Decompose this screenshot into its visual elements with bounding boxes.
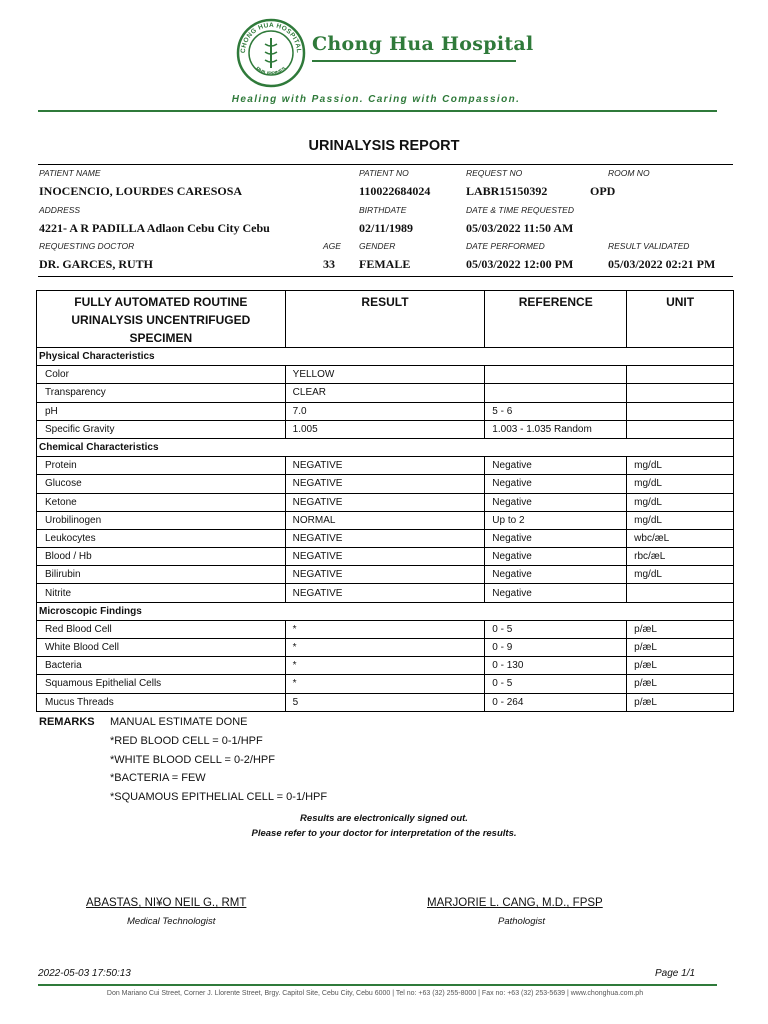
reference-cell: 5 - 6 bbox=[485, 402, 627, 420]
section-header: Chemical Characteristics bbox=[37, 438, 734, 456]
result-cell: YELLOW bbox=[285, 366, 485, 384]
brand-underline bbox=[312, 60, 516, 62]
reference-cell: Negative bbox=[485, 457, 627, 475]
unit-cell bbox=[627, 384, 734, 402]
section-header: Physical Characteristics bbox=[37, 348, 734, 366]
result-cell: NEGATIVE bbox=[285, 584, 485, 602]
unit-column-header: UNIT bbox=[627, 291, 734, 348]
parameter-cell: Nitrite bbox=[37, 584, 286, 602]
reference-cell bbox=[485, 384, 627, 402]
unit-cell: mg/dL bbox=[627, 566, 734, 584]
unit-cell bbox=[627, 402, 734, 420]
reference-cell: 0 - 5 bbox=[485, 675, 627, 693]
result-cell: NEGATIVE bbox=[285, 493, 485, 511]
table-header-row bbox=[37, 291, 734, 348]
section-row bbox=[37, 438, 734, 456]
unit-cell bbox=[627, 584, 734, 602]
table-row bbox=[37, 584, 734, 602]
result-cell: NEGATIVE bbox=[285, 529, 485, 547]
parameter-cell: Mucus Threads bbox=[37, 693, 286, 711]
pathologist-name: MARJORIE L. CANG, M.D., FPSP bbox=[427, 897, 603, 909]
address: 4221- A R PADILLA Adlaon Cebu City Cebu bbox=[39, 221, 270, 235]
doctor-interpretation-note: Please refer to your doctor for interpretation of the results. bbox=[251, 828, 517, 839]
result-cell: NEGATIVE bbox=[285, 457, 485, 475]
medtech-name: ABASTAS, NI¥O NEIL G., RMT bbox=[86, 897, 247, 909]
reference-cell: Negative bbox=[485, 529, 627, 547]
table-row bbox=[37, 693, 734, 711]
age: 33 bbox=[323, 257, 335, 271]
parameter-cell: White Blood Cell bbox=[37, 639, 286, 657]
remarks-label: REMARKS bbox=[39, 716, 95, 728]
result-cell: * bbox=[285, 639, 485, 657]
section-row bbox=[37, 348, 734, 366]
result-cell: CLEAR bbox=[285, 384, 485, 402]
reference-cell: Up to 2 bbox=[485, 511, 627, 529]
pathologist-title: Pathologist bbox=[498, 916, 546, 927]
remark-line: *SQUAMOUS EPITHELIAL CELL = 0-1/HPF bbox=[110, 791, 328, 803]
unit-cell: wbc/æL bbox=[627, 529, 734, 547]
seal-text-bottom: PHILIPPINES bbox=[254, 66, 288, 78]
parameter-cell: Transparency bbox=[37, 384, 286, 402]
unit-cell: mg/dL bbox=[627, 511, 734, 529]
reference-cell: Negative bbox=[485, 584, 627, 602]
birthdate-label: BIRTHDATE bbox=[359, 205, 407, 215]
print-timestamp: 2022-05-03 17:50:13 bbox=[38, 968, 131, 979]
patient-name-label: PATIENT NAME bbox=[39, 168, 101, 178]
reference-column-header: REFERENCE bbox=[485, 291, 627, 348]
parameter-cell: Glucose bbox=[37, 475, 286, 493]
section-header: Microscopic Findings bbox=[37, 602, 734, 620]
seal-text-top: CHONG HUA HOSPITAL bbox=[239, 21, 303, 54]
parameter-cell: Specific Gravity bbox=[37, 420, 286, 438]
parameter-cell: Bilirubin bbox=[37, 566, 286, 584]
patient-no-label: PATIENT NO bbox=[359, 168, 409, 178]
unit-cell bbox=[627, 366, 734, 384]
esign-note: Results are electronically signed out. bbox=[300, 813, 468, 824]
section-row bbox=[37, 602, 734, 620]
table-row bbox=[37, 548, 734, 566]
medtech-title: Medical Technologist bbox=[127, 916, 216, 927]
request-no: LABR15150392 bbox=[466, 184, 548, 198]
gender-label: GENDER bbox=[359, 241, 396, 251]
unit-cell: p/æL bbox=[627, 675, 734, 693]
result-cell: 1.005 bbox=[285, 420, 485, 438]
table-row bbox=[37, 402, 734, 420]
header-divider bbox=[38, 110, 717, 112]
result-cell: 7.0 bbox=[285, 402, 485, 420]
parameter-cell: Red Blood Cell bbox=[37, 620, 286, 638]
patient-no: 110022684024 bbox=[359, 184, 431, 198]
date-requested-label: DATE & TIME REQUESTED bbox=[466, 205, 574, 215]
table-row bbox=[37, 384, 734, 402]
table-row bbox=[37, 457, 734, 475]
room-no: OPD bbox=[590, 184, 616, 198]
parameter-cell: Squamous Epithelial Cells bbox=[37, 675, 286, 693]
result-cell: NORMAL bbox=[285, 511, 485, 529]
reference-cell: Negative bbox=[485, 548, 627, 566]
page-number: Page 1/1 bbox=[655, 968, 696, 979]
parameter-cell: Protein bbox=[37, 457, 286, 475]
unit-cell: mg/dL bbox=[627, 475, 734, 493]
table-row bbox=[37, 639, 734, 657]
reference-cell: 1.003 - 1.035 Random bbox=[485, 420, 627, 438]
date-performed-label: DATE PERFORMED bbox=[466, 241, 545, 251]
address-label: ADDRESS bbox=[39, 205, 81, 215]
unit-cell: rbc/æL bbox=[627, 548, 734, 566]
parameter-cell: Color bbox=[37, 366, 286, 384]
reference-cell: Negative bbox=[485, 475, 627, 493]
table-row bbox=[37, 420, 734, 438]
result-cell: NEGATIVE bbox=[285, 548, 485, 566]
parameter-cell: Ketone bbox=[37, 493, 286, 511]
report-title: URINALYSIS REPORT bbox=[308, 138, 460, 154]
parameter-cell: Bacteria bbox=[37, 657, 286, 675]
unit-cell: p/æL bbox=[627, 657, 734, 675]
table-row bbox=[37, 566, 734, 584]
unit-cell: p/æL bbox=[627, 620, 734, 638]
date-performed: 05/03/2022 12:00 PM bbox=[466, 257, 574, 271]
result-cell: * bbox=[285, 675, 485, 693]
table-row bbox=[37, 529, 734, 547]
reference-cell: 0 - 9 bbox=[485, 639, 627, 657]
test-column-header: FULLY AUTOMATED ROUTINE URINALYSIS UNCENTRIFUGED SPECIMEN bbox=[37, 291, 286, 348]
result-validated-label: RESULT VALIDATED bbox=[608, 241, 690, 251]
table-row bbox=[37, 675, 734, 693]
result-validated: 05/03/2022 02:21 PM bbox=[608, 257, 716, 271]
hospital-name: Chong Hua Hospital bbox=[312, 33, 534, 55]
patient-name: INOCENCIO, LOURDES CARESOSA bbox=[39, 184, 243, 198]
reference-cell: 0 - 264 bbox=[485, 693, 627, 711]
result-column-header: RESULT bbox=[285, 291, 485, 348]
table-row bbox=[37, 620, 734, 638]
reference-cell: 0 - 5 bbox=[485, 620, 627, 638]
parameter-cell: Urobilinogen bbox=[37, 511, 286, 529]
requesting-doctor-label: REQUESTING DOCTOR bbox=[39, 241, 135, 251]
table-row bbox=[37, 511, 734, 529]
unit-cell: p/æL bbox=[627, 639, 734, 657]
parameter-cell: pH bbox=[37, 402, 286, 420]
age-label: AGE bbox=[323, 241, 341, 251]
room-no-label: ROOM NO bbox=[608, 168, 650, 178]
parameter-cell: Blood / Hb bbox=[37, 548, 286, 566]
results-body bbox=[37, 348, 734, 712]
result-cell: NEGATIVE bbox=[285, 566, 485, 584]
gender: FEMALE bbox=[359, 257, 411, 271]
footer-divider bbox=[38, 984, 717, 986]
result-cell: NEGATIVE bbox=[285, 475, 485, 493]
unit-cell: mg/dL bbox=[627, 493, 734, 511]
table-row bbox=[37, 493, 734, 511]
tagline: Healing with Passion. Caring with Compassion. bbox=[231, 94, 521, 105]
results-table bbox=[36, 290, 734, 712]
unit-cell: p/æL bbox=[627, 693, 734, 711]
unit-cell bbox=[627, 420, 734, 438]
hospital-seal-logo bbox=[236, 18, 306, 88]
unit-cell: mg/dL bbox=[627, 457, 734, 475]
request-no-label: REQUEST NO bbox=[466, 168, 523, 178]
remark-line: *BACTERIA = FEW bbox=[110, 772, 206, 784]
date-requested: 05/03/2022 11:50 AM bbox=[466, 221, 574, 235]
info-top-divider bbox=[38, 164, 733, 165]
parameter-cell: Leukocytes bbox=[37, 529, 286, 547]
table-row bbox=[37, 366, 734, 384]
result-cell: 5 bbox=[285, 693, 485, 711]
birthdate: 02/11/1989 bbox=[359, 221, 414, 235]
result-cell: * bbox=[285, 657, 485, 675]
remark-line: *WHITE BLOOD CELL = 0-2/HPF bbox=[110, 754, 275, 766]
info-bottom-divider bbox=[38, 276, 733, 277]
result-cell: * bbox=[285, 620, 485, 638]
remark-line: *RED BLOOD CELL = 0-1/HPF bbox=[110, 735, 263, 747]
reference-cell: Negative bbox=[485, 566, 627, 584]
reference-cell: 0 - 130 bbox=[485, 657, 627, 675]
remark-line: MANUAL ESTIMATE DONE bbox=[110, 716, 248, 728]
reference-cell: Negative bbox=[485, 493, 627, 511]
table-row bbox=[37, 657, 734, 675]
footer-address: Don Mariano Cui Street, Corner J. Llorente Street, Brgy. Capitol Site, Cebu City, Cebu 6000 | Tel no: +63 (32) 255-8000 | Fax no: +63 (32) 253-5639 | www.chonghua.com.ph bbox=[106, 990, 644, 997]
reference-cell bbox=[485, 366, 627, 384]
requesting-doctor: DR. GARCES, RUTH bbox=[39, 257, 154, 271]
table-row bbox=[37, 475, 734, 493]
